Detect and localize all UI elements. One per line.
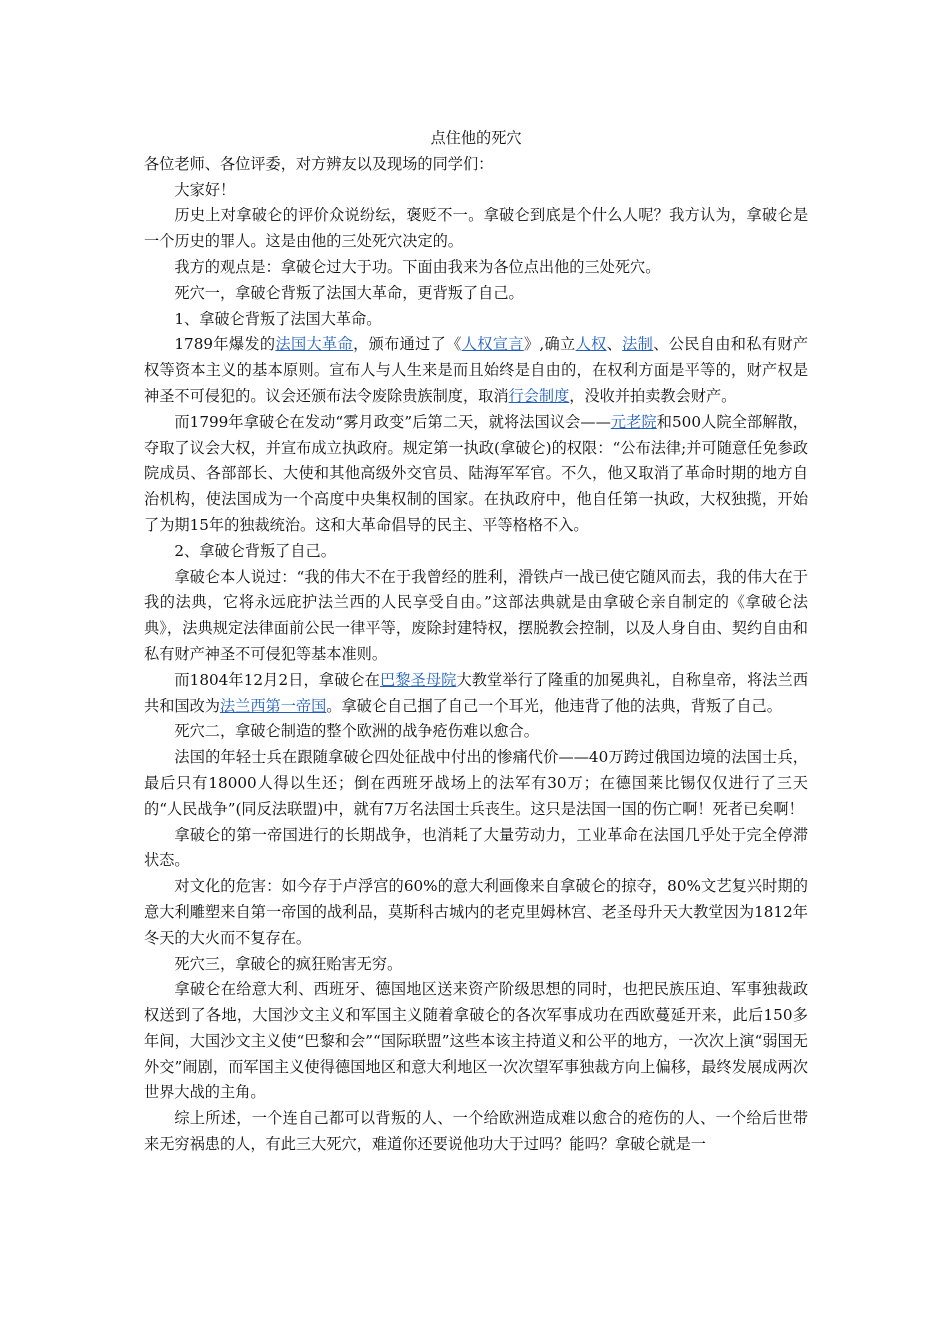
paragraph: [144, 281, 808, 307]
paragraph-text: 。拿破仑自己掴了自己一个耳光，他违背了他的法典，背叛了自己。: [326, 696, 782, 715]
paragraph-text: 死穴一，拿破仑背叛了法国大革命，更背叛了自己。: [174, 283, 524, 302]
hyperlink[interactable]: 元老院: [610, 412, 657, 431]
paragraph: [144, 410, 808, 539]
paragraph-text: 而1804年12月2日，拿破仑在: [174, 670, 380, 689]
paragraph-text: 而1799年拿破仑在发动“雾月政变”后第二天，就将法国议会——: [174, 412, 611, 431]
paragraph-text: 我方的观点是：拿破仑过大于功。下面由我来为各位点出他的三处死穴。: [174, 257, 661, 276]
paragraph: [144, 332, 808, 409]
document-body: [144, 152, 808, 1158]
paragraph-text: 、公民自由和私有财产权等资本主义的基本原则。宣布人与人生来是而且始终是自由的，在权利方面是平等的，财产权是神圣不可侵犯的。议会还颁布法令废除贵族制度，取消: [144, 335, 809, 405]
paragraph-text: 拿破仑的第一帝国进行的长期战争，也消耗了大量劳动力，工业革命在法国几乎处于完全停滞状态。: [144, 825, 808, 870]
paragraph-text: 》,确立: [523, 335, 576, 354]
paragraph-text: 、: [606, 335, 623, 354]
paragraph: [144, 178, 808, 204]
paragraph-text: 拿破仑在给意大利、西班牙、德国地区送来资产阶级思想的同时，也把民族压迫、军事独裁政权送到了各地，大国沙文主义和军国主义随着拿破仑的各次军事成功在西欧蔓延开来，此后150多年间，大国沙文主义使“巴黎和会”“国际联盟”这些本该主持道义和公平的地方，一次次上演“弱国无外交”闹剧，而军国主义使得德国地区和意大利地区一次次望军事独裁方向上偏移，最终发展成两次世界大战的主角。: [144, 980, 808, 1102]
hyperlink[interactable]: 行会制度: [508, 386, 570, 405]
paragraph: [144, 977, 808, 1106]
paragraph: [144, 203, 808, 255]
paragraph-text: 法国的年轻士兵在跟随拿破仑四处征战中付出的惨痛代价——40万跨过俄国边境的法国士兵，最后只有18000人得以生还；倒在西班牙战场上的法军有30万；在德国莱比锡仅仅进行了三天的“人民战争”(同反法联盟)中，就有7万名法国士兵丧生。这只是法国一国的伤亡啊！死者已矣啊！: [144, 748, 808, 818]
paragraph-text: 对文化的危害：如今存于卢浮宫的60%的意大利画像来自拿破仑的掠夺，80%文艺复兴时期的意大利雕塑来自第一帝国的战利品，莫斯科古城内的老克里姆林宫、老圣母升天大教堂因为1812年冬天的大火而不复存在。: [144, 877, 808, 947]
paragraph: [144, 539, 808, 565]
paragraph-text: ，颁布通过了《: [353, 335, 462, 354]
hyperlink[interactable]: 人权: [575, 335, 607, 354]
paragraph-text: 死穴二，拿破仑制造的整个欧洲的战争疮伤难以愈合。: [174, 722, 539, 741]
paragraph: [144, 719, 808, 745]
document-title: 点住他的死穴: [430, 129, 522, 147]
paragraph-text: 大家好！: [174, 180, 236, 199]
paragraph-text: 2、拿破仑背叛了自己。: [174, 541, 336, 560]
paragraph: [144, 874, 808, 951]
document-page: [144, 126, 808, 1158]
paragraph: [144, 152, 808, 178]
hyperlink[interactable]: 法制: [622, 335, 654, 354]
paragraph: [144, 823, 808, 875]
paragraph-text: 大教堂举行了隆重的加冕典礼，自称皇帝，将法兰西共和国改为: [144, 670, 809, 715]
paragraph-text: 拿破仑本人说过：“我的伟大不在于我曾经的胜利，滑铁卢一战已使它随风而去，我的伟大在于我的法典，它将永远庇护法兰西的人民享受自由。”这部法典就是由拿破仑亲自制定的《拿破仑法典》，法典规定法律面前公民一律平等，废除封建特权，摆脱教会控制，以及人身自由、契约自由和私有财产神圣不可侵犯等基本准则。: [144, 567, 808, 663]
hyperlink[interactable]: 法国大革命: [275, 335, 354, 354]
paragraph-text: 1789年爆发的: [174, 335, 276, 354]
paragraph-text: 1、拿破仑背叛了法国大革命。: [174, 309, 382, 328]
hyperlink[interactable]: 人权宣言: [461, 335, 524, 354]
hyperlink[interactable]: 法兰西第一帝国: [219, 696, 327, 715]
paragraph-text: 综上所述，一个连自己都可以背叛的人、一个给欧洲造成难以愈合的疮伤的人、一个给后世带来无穷祸患的人，有此三大死穴，难道你还要说他功大于过吗？能吗？拿破仑就是一: [144, 1109, 808, 1154]
paragraph-text: 死穴三，拿破仑的疯狂贻害无穷。: [174, 954, 403, 973]
paragraph: [144, 565, 808, 668]
paragraph-text: ，没收并拍卖教会财产。: [569, 386, 737, 405]
paragraph: [144, 1106, 808, 1158]
hyperlink[interactable]: 巴黎圣母院: [379, 670, 457, 689]
paragraph: [144, 952, 808, 978]
paragraph: [144, 668, 808, 720]
paragraph: [144, 255, 808, 281]
paragraph: [144, 307, 808, 333]
paragraph: [144, 745, 808, 822]
paragraph-text: 各位老师、各位评委，对方辨友以及现场的同学们：: [144, 154, 494, 173]
paragraph-text: 和500人院全部解散，夺取了议会大权，并宣布成立执政府。规定第一执政(拿破仑)的权限：“公布法律;并可随意任免参政院成员、各部部长、大使和其他高级外交官员、陆海军军官。不久，他又取消了革命时期的地方自治机构，使法国成为一个高度中央集权制的国家。在执政府中，他自任第一执政，大权独揽，开始了为期15年的独裁统治。这和大革命倡导的民主、平等格格不入。: [144, 412, 808, 534]
paragraph-text: 历史上对拿破仑的评价众说纷纭，褒贬不一。拿破仑到底是个什么人呢？我方认为，拿破仑是一个历史的罪人。这是由他的三处死穴决定的。: [144, 206, 808, 251]
